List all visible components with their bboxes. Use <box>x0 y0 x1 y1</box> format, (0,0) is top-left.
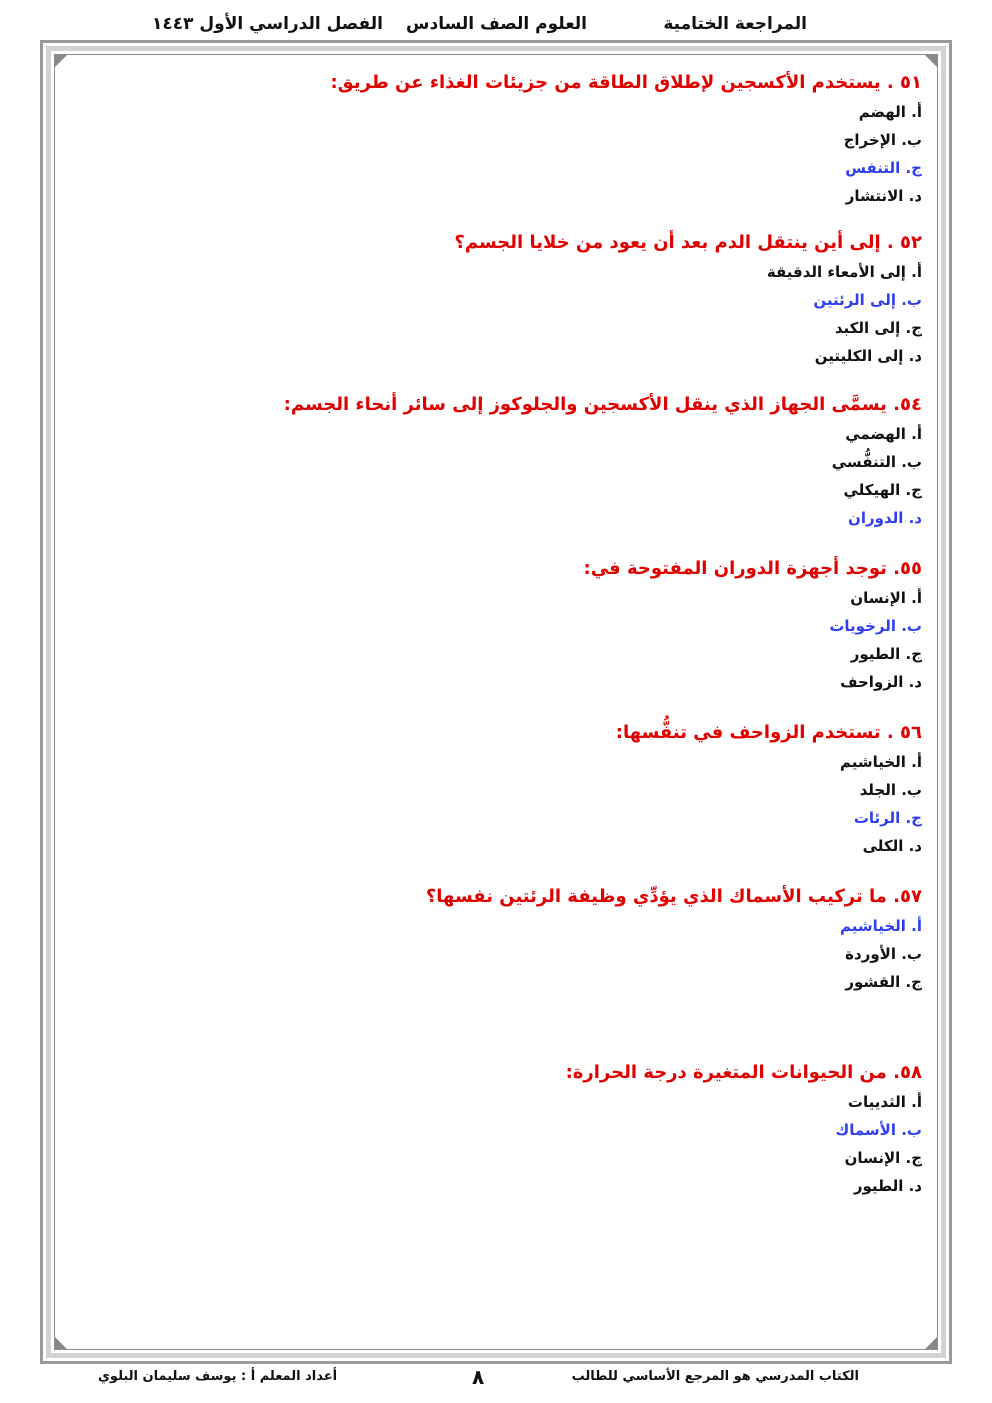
answer-option: أ. الخياشيم <box>839 753 922 771</box>
answer-option: ج. القشور <box>845 973 922 991</box>
frame-corner-ornament <box>925 55 937 67</box>
question <box>82 390 922 532</box>
page-footer <box>0 1365 992 1395</box>
question-text: ٥١ . يستخدم الأكسجين لإطلاق الطاقة من جزيئات الغذاء عن طريق: <box>330 72 922 93</box>
footer-note: الكتاب المدرسي هو المرجع الأساسي للطالب <box>571 1369 859 1384</box>
answer-option-correct: ب. إلى الرئتين <box>813 291 922 309</box>
header-title: المراجعة الختامية <box>663 14 807 34</box>
page-number: ٨ <box>472 1365 485 1389</box>
answer-option-correct: ب. الرخويات <box>829 617 922 635</box>
answer-option-correct: ب. الأسماك <box>835 1121 922 1139</box>
answer-option: ج. إلى الكبد <box>834 319 922 337</box>
question-text: ٥٧. ما تركيب الأسماك الذي يؤدِّي وظيفة الرئتين نفسها؟ <box>425 886 922 907</box>
answer-option: د. الزواحف <box>840 673 922 691</box>
header-term: الفصل الدراسي الأول ١٤٤٣ <box>152 14 384 34</box>
answer-option-correct: ج. التنفس <box>845 159 922 177</box>
question <box>82 68 922 210</box>
questions-list <box>82 68 922 1200</box>
question-text: ٥٨. من الحيوانات المتغيرة درجة الحرارة: <box>565 1062 922 1083</box>
header-subject: العلوم الصف السادس <box>406 14 587 34</box>
question-text: ٥٦ . تستخدم الزواحف في تنفُّسها: <box>615 722 922 743</box>
footer-author: أعداد المعلم أ : يوسف سليمان البلوي <box>98 1369 338 1384</box>
answer-option: ج. الهيكلي <box>843 481 922 499</box>
question <box>82 554 922 696</box>
answer-option: ب. الأوردة <box>845 945 922 963</box>
answer-option: د. الكلى <box>862 837 922 855</box>
answer-option: ج. الإنسان <box>844 1149 922 1167</box>
answer-option: أ. الهضم <box>858 103 922 121</box>
answer-option: ب. الجلد <box>859 781 922 799</box>
answer-option: د. إلى الكليتين <box>814 347 922 365</box>
answer-option: ج. الطيور <box>850 645 922 663</box>
question-text: ٥٢ . إلى أين ينتقل الدم بعد أن يعود من خلايا الجسم؟ <box>454 232 922 253</box>
question <box>82 228 922 370</box>
frame-corner-ornament <box>55 1337 67 1349</box>
answer-option: ب. الإخراج <box>843 131 922 149</box>
answer-option: أ. الإنسان <box>850 589 922 607</box>
answer-option: د. الطيور <box>853 1177 922 1195</box>
answer-option: د. الانتشار <box>845 187 922 205</box>
question-text: ٥٤. يسمَّى الجهاز الذي ينقل الأكسجين والجلوكوز إلى سائر أنحاء الجسم: <box>283 394 922 415</box>
frame-corner-ornament <box>55 55 67 67</box>
question <box>82 718 922 860</box>
question <box>82 882 922 996</box>
answer-option: أ. الهضمي <box>845 425 922 443</box>
answer-option-correct: أ. الخياشيم <box>839 917 922 935</box>
answer-option-correct: د. الدوران <box>848 509 922 527</box>
answer-option: ب. التنفُّسي <box>831 453 922 471</box>
question-text: ٥٥. توجد أجهزة الدوران المفتوحة في: <box>583 558 922 579</box>
frame-corner-ornament <box>925 1337 937 1349</box>
question <box>82 1058 922 1200</box>
answer-option: أ. إلى الأمعاء الدقيقة <box>766 263 922 281</box>
answer-option: أ. الثدييات <box>847 1093 922 1111</box>
page-header <box>0 10 992 38</box>
answer-option-correct: ج. الرئات <box>853 809 922 827</box>
